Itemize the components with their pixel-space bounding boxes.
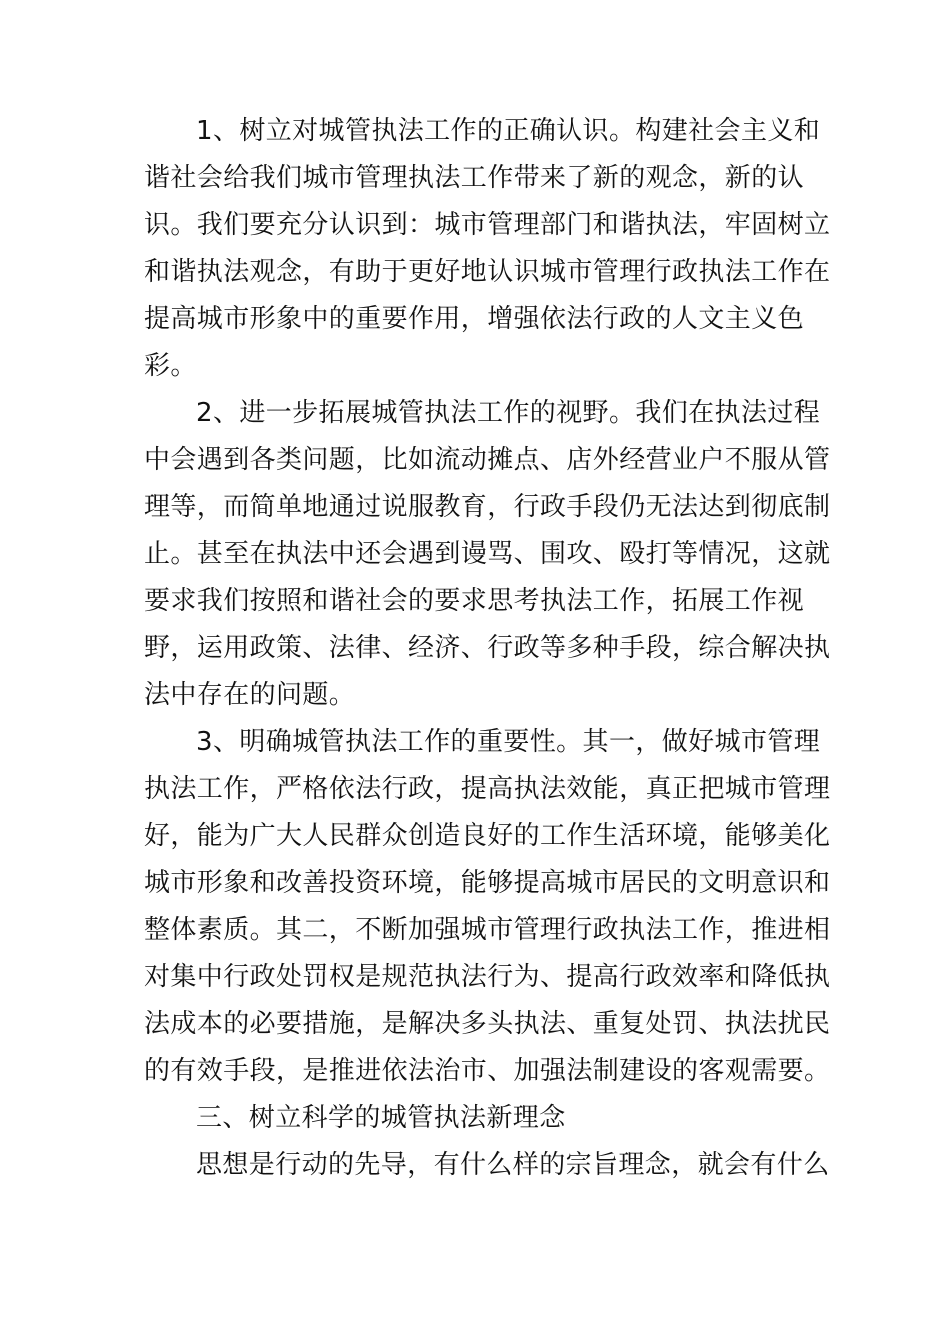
paragraph-3-line-6: 对集中行政处罚权是规范执法行为、提高行政效率和降低执 xyxy=(144,962,831,992)
document-body xyxy=(144,108,834,1189)
paragraph-3-line-7: 法成本的必要措施，是解决多头执法、重复处罚、执法扰民 xyxy=(144,1009,831,1039)
paragraph-1-line-3: 识。我们要充分认识到：城市管理部门和谐执法，牢固树立 xyxy=(144,210,831,240)
paragraph-2-line-7: 法中存在的问题。 xyxy=(144,680,356,710)
paragraph-1-line-2: 谐社会给我们城市管理执法工作带来了新的观念，新的认 xyxy=(144,163,805,193)
paragraph-2-line-2: 中会遇到各类问题，比如流动摊点、店外经营业户不服从管 xyxy=(144,445,831,475)
section-heading: 三、树立科学的城管执法新理念 xyxy=(196,1103,566,1133)
paragraph-3-line-5: 整体素质。其二，不断加强城市管理行政执法工作，推进相 xyxy=(144,915,831,945)
paragraph-3-line-1: 3、明确城管执法工作的重要性。其一，做好城市管理 xyxy=(196,727,821,757)
paragraph-3-line-8: 的有效手段，是推进依法治市、加强法制建设的客观需要。 xyxy=(144,1056,831,1086)
paragraph-1-line-5: 提高城市形象中的重要作用，增强依法行政的人文主义色 xyxy=(144,304,805,334)
paragraph-2-line-3: 理等，而简单地通过说服教育，行政手段仍无法达到彻底制 xyxy=(144,492,831,522)
paragraph-1-line-1: 1、树立对城管执法工作的正确认识。构建社会主义和 xyxy=(196,116,821,146)
paragraph-2-line-5: 要求我们按照和谐社会的要求思考执法工作，拓展工作视 xyxy=(144,586,805,616)
paragraph-2-line-1: 2、进一步拓展城管执法工作的视野。我们在执法过程 xyxy=(196,398,821,428)
paragraph-3-line-3: 好，能为广大人民群众创造良好的工作生活环境，能够美化 xyxy=(144,821,831,851)
paragraph-1-line-6: 彩。 xyxy=(144,351,197,381)
paragraph-1-line-4: 和谐执法观念，有助于更好地认识城市管理行政执法工作在 xyxy=(144,257,831,287)
paragraph-2-line-4: 止。甚至在执法中还会遇到谩骂、围攻、殴打等情况，这就 xyxy=(144,539,831,569)
paragraph-4-line-1: 思想是行动的先导，有什么样的宗旨理念，就会有什么 xyxy=(196,1150,830,1180)
paragraph-2-line-6: 野，运用政策、法律、经济、行政等多种手段，综合解决执 xyxy=(144,633,831,663)
paragraph-3-line-2: 执法工作，严格依法行政，提高执法效能，真正把城市管理 xyxy=(144,774,831,804)
paragraph-3-line-4: 城市形象和改善投资环境，能够提高城市居民的文明意识和 xyxy=(144,868,831,898)
